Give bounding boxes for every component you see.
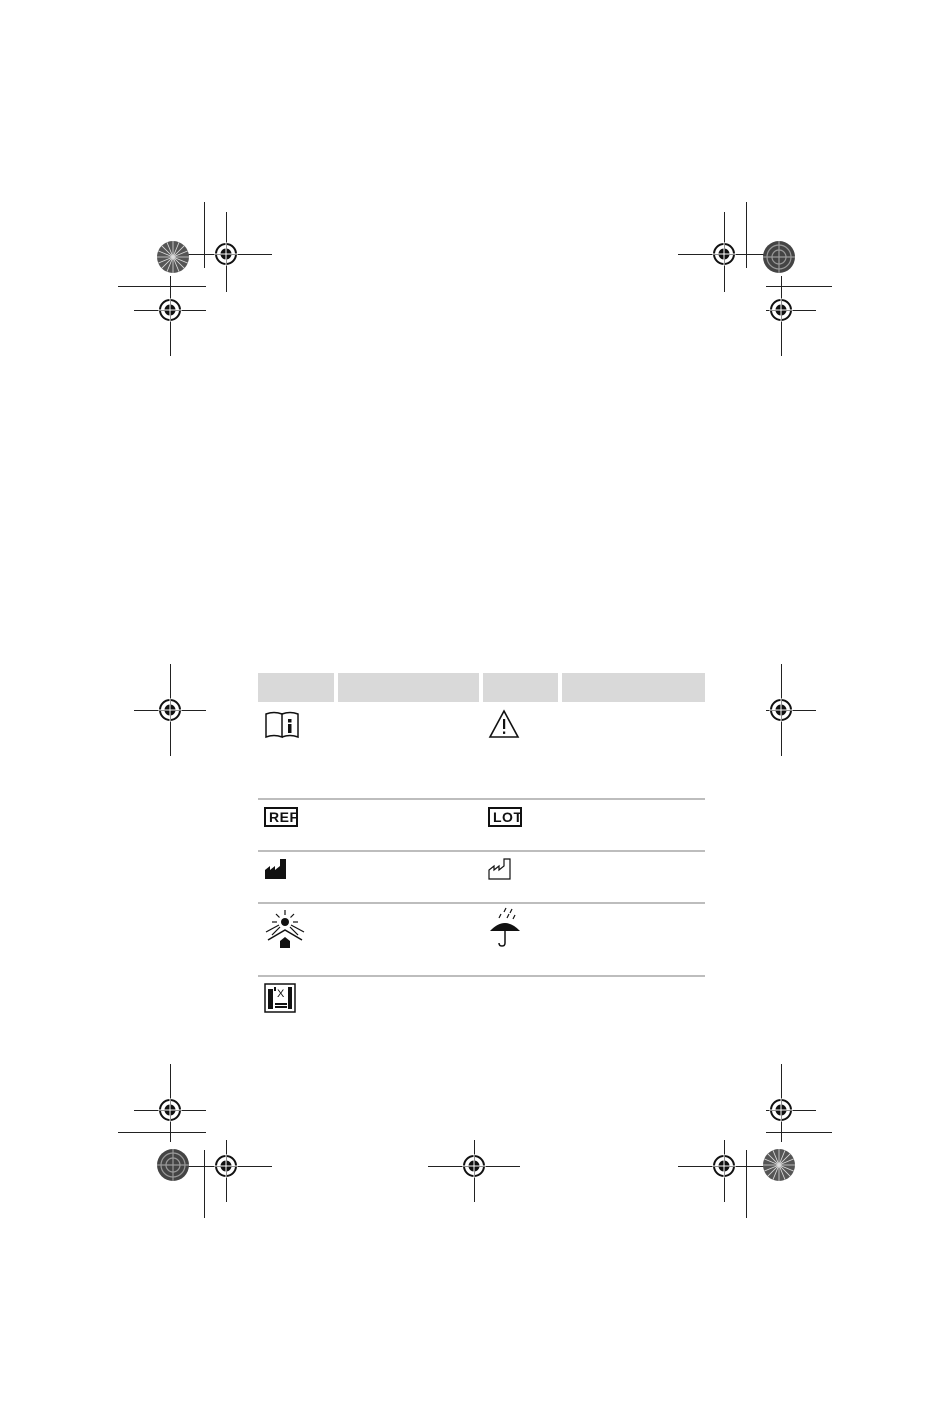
registration-mark-icon bbox=[214, 242, 238, 266]
registration-mark-icon bbox=[214, 1154, 238, 1178]
row-divider bbox=[258, 850, 705, 852]
registration-mark-icon bbox=[462, 1154, 486, 1178]
keep-dry-icon bbox=[488, 906, 522, 948]
registration-mark-icon bbox=[158, 698, 182, 722]
row-divider bbox=[258, 975, 705, 977]
table-header-cell bbox=[562, 673, 705, 702]
row-divider bbox=[258, 902, 705, 904]
table-header-cell bbox=[483, 673, 558, 702]
color-calibration-disc-icon bbox=[762, 1148, 796, 1182]
color-calibration-disc-icon bbox=[156, 240, 190, 274]
stacking-limit-label: X bbox=[277, 988, 285, 1000]
ref-symbol: REF bbox=[264, 807, 298, 827]
manufacturer-icon bbox=[264, 858, 288, 880]
registration-mark-icon bbox=[158, 1098, 182, 1122]
table-header-cell bbox=[258, 673, 334, 702]
color-calibration-disc-icon bbox=[156, 1148, 190, 1182]
color-calibration-disc-icon bbox=[762, 240, 796, 274]
registration-mark-icon bbox=[769, 298, 793, 322]
registration-mark-icon bbox=[712, 242, 736, 266]
lot-symbol: LOT bbox=[488, 807, 522, 827]
registration-mark-icon bbox=[158, 298, 182, 322]
caution-icon bbox=[488, 709, 520, 739]
keep-away-from-sunlight-icon bbox=[264, 908, 306, 950]
date-of-manufacture-icon bbox=[488, 858, 512, 880]
registration-mark-icon bbox=[712, 1154, 736, 1178]
registration-mark-icon bbox=[769, 698, 793, 722]
registration-mark-icon bbox=[769, 1098, 793, 1122]
row-divider bbox=[258, 798, 705, 800]
instructions-for-use-icon bbox=[264, 711, 302, 739]
stacking-limit-icon bbox=[264, 983, 296, 1013]
table-header-cell bbox=[338, 673, 479, 702]
